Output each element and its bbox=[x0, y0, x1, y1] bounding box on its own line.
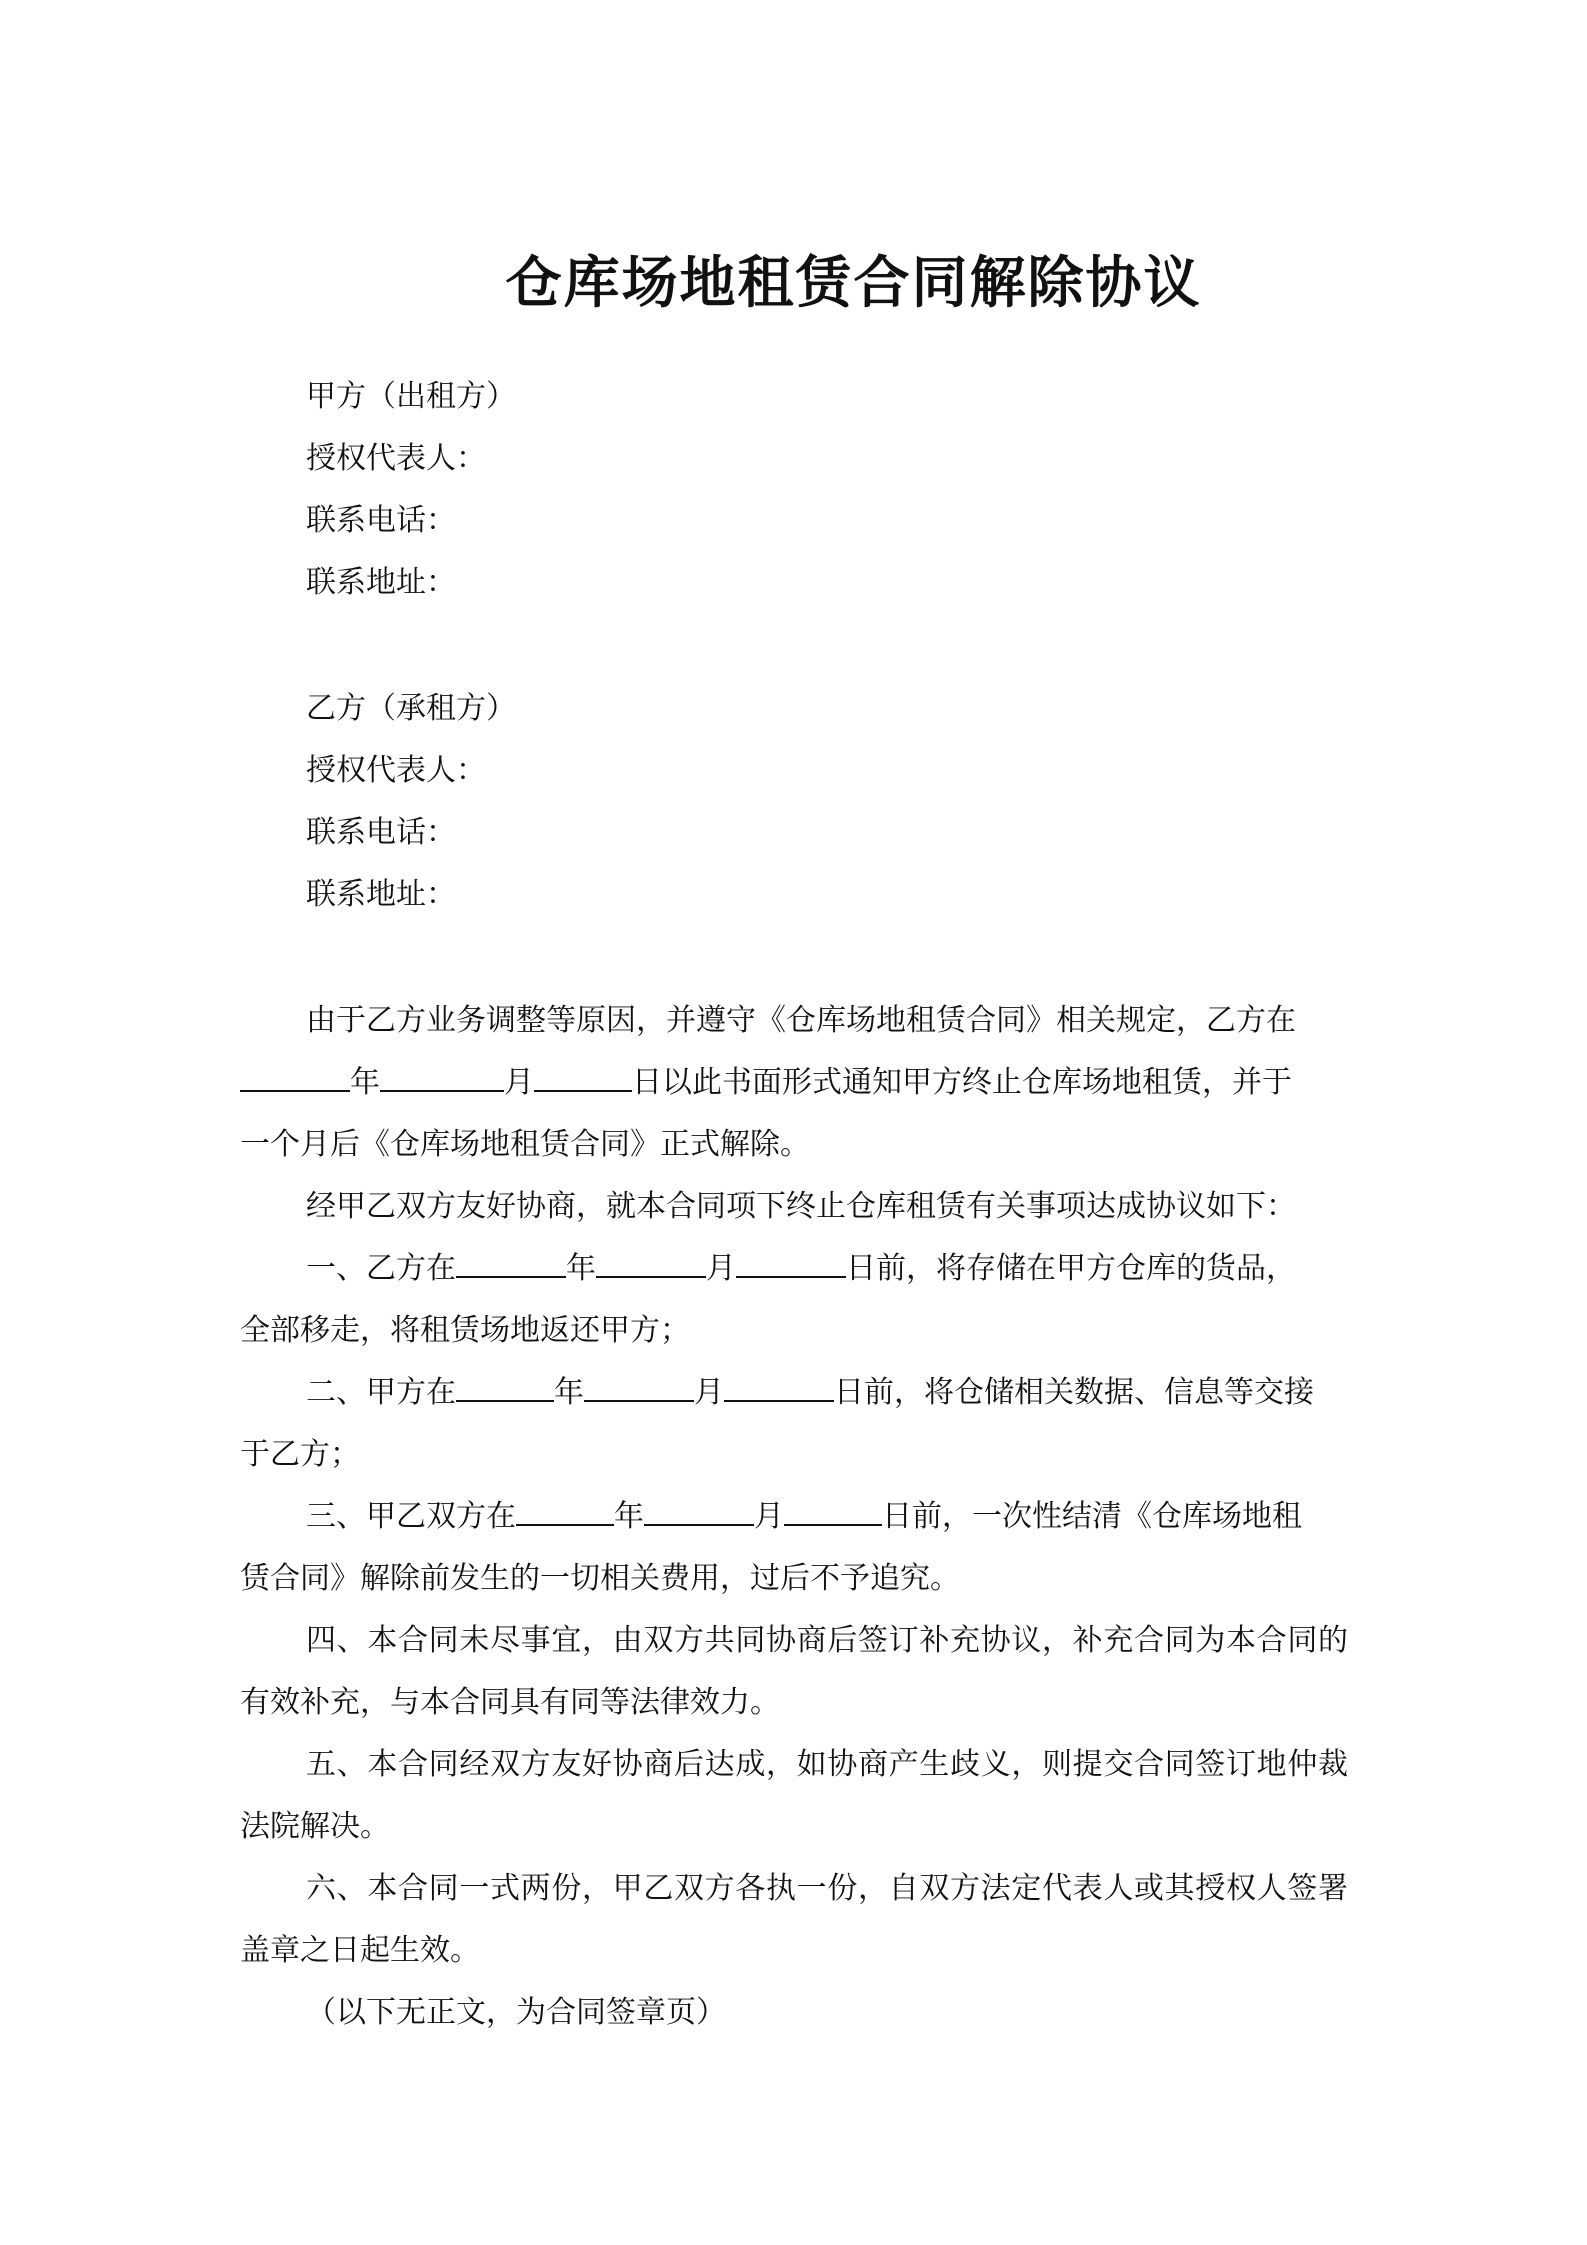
intro-line-3 bbox=[240, 1114, 1348, 1176]
consensus-line bbox=[240, 1176, 1348, 1238]
year-blank bbox=[456, 1238, 566, 1278]
month-blank bbox=[596, 1238, 706, 1278]
year-label: 年 bbox=[554, 1375, 584, 1410]
day-blank bbox=[784, 1486, 882, 1526]
clause-1-line-1 bbox=[240, 1238, 1348, 1300]
no-further-text-note: （以下无正文，为合同签章页） bbox=[306, 1995, 726, 2030]
party-b-phone: 联系电话： bbox=[306, 815, 456, 850]
clause-2-continuation: 于乙方； bbox=[240, 1437, 360, 1472]
year-label: 年 bbox=[566, 1251, 596, 1286]
party-a-representative: 授权代表人： bbox=[306, 441, 486, 476]
intro-line-2 bbox=[240, 1052, 1348, 1114]
clause-2-rest: 日前，将仓储相关数据、信息等交接 bbox=[834, 1375, 1314, 1410]
clause-3-line-2 bbox=[240, 1548, 1348, 1610]
agreement-body bbox=[240, 990, 1348, 2044]
clause-2-line-1 bbox=[240, 1362, 1348, 1424]
day-blank bbox=[736, 1238, 846, 1278]
intro-conclusion: 一个月后《仓库场地租赁合同》正式解除。 bbox=[240, 1127, 810, 1162]
year-blank bbox=[456, 1362, 554, 1402]
party-b-heading: 乙方（承租方） bbox=[306, 691, 516, 726]
year-label: 年 bbox=[614, 1499, 644, 1534]
clause-3-rest: 日前，一次性结清《仓库场地租 bbox=[882, 1499, 1302, 1534]
clause-2-line-2 bbox=[240, 1424, 1348, 1486]
party-a-phone: 联系电话： bbox=[306, 503, 456, 538]
intro-text: 由于乙方业务调整等原因，并遵守《仓库场地租赁合同》相关规定，乙方在 bbox=[306, 1003, 1296, 1038]
year-blank bbox=[516, 1486, 614, 1526]
year-label: 年 bbox=[350, 1065, 380, 1100]
intro-line-1 bbox=[240, 990, 1348, 1052]
day-blank bbox=[534, 1052, 632, 1092]
party-b-address: 联系地址： bbox=[306, 877, 456, 912]
party-b-representative: 授权代表人： bbox=[306, 753, 486, 788]
party-a-heading: 甲方（出租方） bbox=[306, 379, 516, 414]
month-label: 月 bbox=[504, 1065, 534, 1100]
clause-1-continuation: 全部移走，将租赁场地返还甲方； bbox=[240, 1313, 690, 1348]
clause-1-rest: 日前，将存储在甲方仓库的货品， bbox=[846, 1251, 1296, 1286]
month-blank bbox=[380, 1052, 504, 1092]
month-blank bbox=[584, 1362, 694, 1402]
clause-3-line-1 bbox=[240, 1486, 1348, 1548]
clause-4: 四、本合同未尽事宜，由双方共同协商后签订补充协议，补充合同为本合同的有效补充，与本合同具有同等法律效力。 bbox=[240, 1623, 1348, 1720]
intro-rest: 日以此书面形式通知甲方终止仓库场地租赁，并于 bbox=[632, 1065, 1292, 1100]
clause-1-prefix: 一、乙方在 bbox=[306, 1251, 456, 1286]
clause-5: 五、本合同经双方友好协商后达成，如协商产生歧义，则提交合同签订地仲裁法院解决。 bbox=[240, 1747, 1348, 1844]
clause-1-line-2 bbox=[240, 1300, 1348, 1362]
party-a-block bbox=[306, 366, 516, 614]
year-blank bbox=[240, 1052, 350, 1092]
consensus-text: 经甲乙双方友好协商，就本合同项下终止仓库租赁有关事项达成协议如下： bbox=[306, 1189, 1296, 1224]
document-title: 仓库场地租赁合同解除协议 bbox=[505, 250, 1202, 316]
clause-2-prefix: 二、甲方在 bbox=[306, 1375, 456, 1410]
month-label: 月 bbox=[754, 1499, 784, 1534]
clause-3-continuation: 赁合同》解除前发生的一切相关费用，过后不予追究。 bbox=[240, 1561, 960, 1596]
month-label: 月 bbox=[706, 1251, 736, 1286]
party-a-address: 联系地址： bbox=[306, 565, 456, 600]
clause-3-prefix: 三、甲乙双方在 bbox=[306, 1499, 516, 1534]
month-label: 月 bbox=[694, 1375, 724, 1410]
party-b-block bbox=[306, 678, 516, 926]
day-blank bbox=[724, 1362, 834, 1402]
clause-6: 六、本合同一式两份，甲乙双方各执一份，自双方法定代表人或其授权人签署盖章之日起生效。 bbox=[240, 1871, 1348, 1968]
month-blank bbox=[644, 1486, 754, 1526]
